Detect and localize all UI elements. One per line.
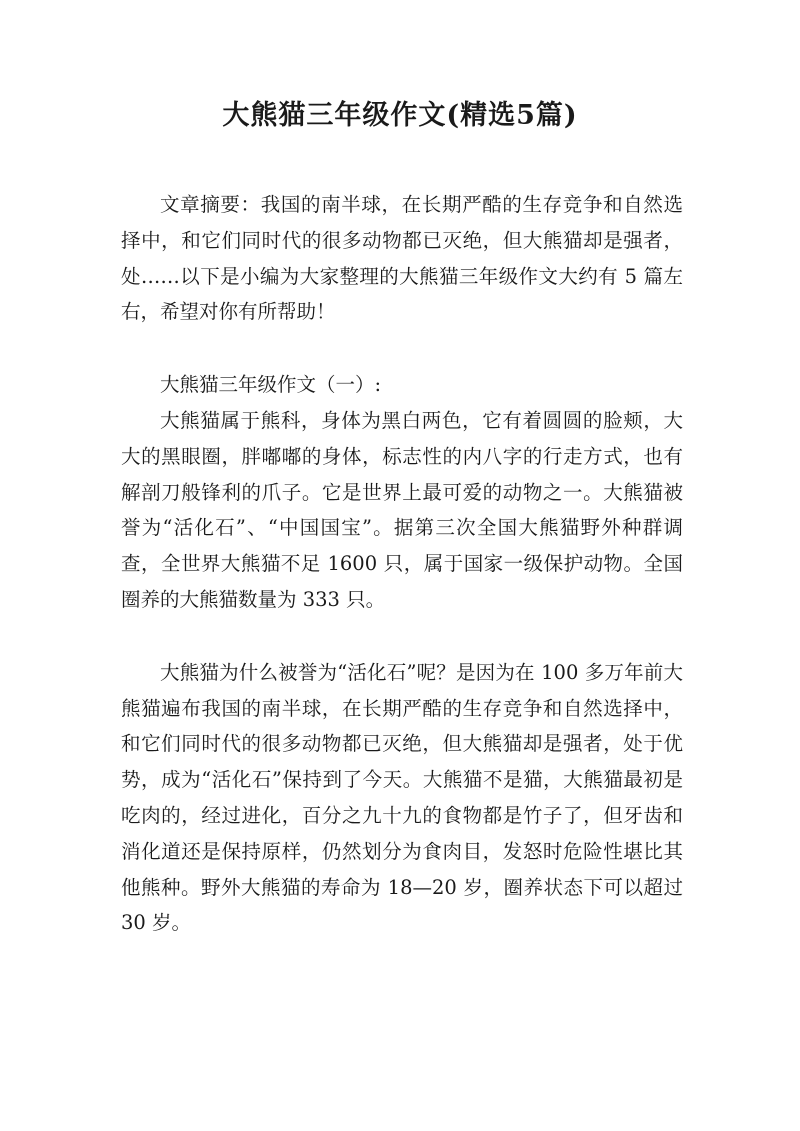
body-paragraph-1: 大熊猫属于熊科，身体为黑白两色，它有着圆圆的脸颊，大大的黑眼圈，胖嘟嘟的身体，标志性的内八字的行走方式，也有解剖刀般锋利的爪子。它是世界上最可爱的动物之一。大熊猫被誉为“活化石”、“中国国宝”。据第三次全国大熊猫野外种群调查，全世界大熊猫不足 1600 只，属于国家一级保护动物。全国圈养的大熊猫数量为 333 只。 xyxy=(121,408,683,611)
paragraph-spacer xyxy=(121,330,683,367)
body-paragraph-2: 大熊猫为什么被誉为“活化石”呢？是因为在 100 多万年前大熊猫遍布我国的南半球，在长期严酷的生存竞争和自然选择中，和它们同时代的很多动物都已灭绝，但大熊猫却是强者，处于优势，成为“活化石”保持到了今天。大熊猫不是猫，大熊猫最初是吃肉的，经过进化，百分之九十九的食物都是竹子了，但牙齿和消化道还是保持原样，仍然划分为食肉目，发怒时危险性堪比其他熊种。野外大熊猫的寿命为 18—20 岁，圈养状态下可以超过 30 岁。 xyxy=(121,660,683,935)
page-title: 大熊猫三年级作文(精选5篇) xyxy=(222,100,578,131)
abstract-paragraph: 文章摘要：我国的南半球，在长期严酷的生存竞争和自然选择中，和它们同时代的很多动物都已灭绝，但大熊猫却是强者，处……以下是小编为大家整理的大熊猫三年级作文大约有 5 篇左右，希望对你有所帮助！ xyxy=(121,193,683,324)
document-body xyxy=(121,187,683,941)
paragraph-spacer xyxy=(121,618,683,655)
section-heading: 大熊猫三年级作文（一）: xyxy=(160,373,382,397)
